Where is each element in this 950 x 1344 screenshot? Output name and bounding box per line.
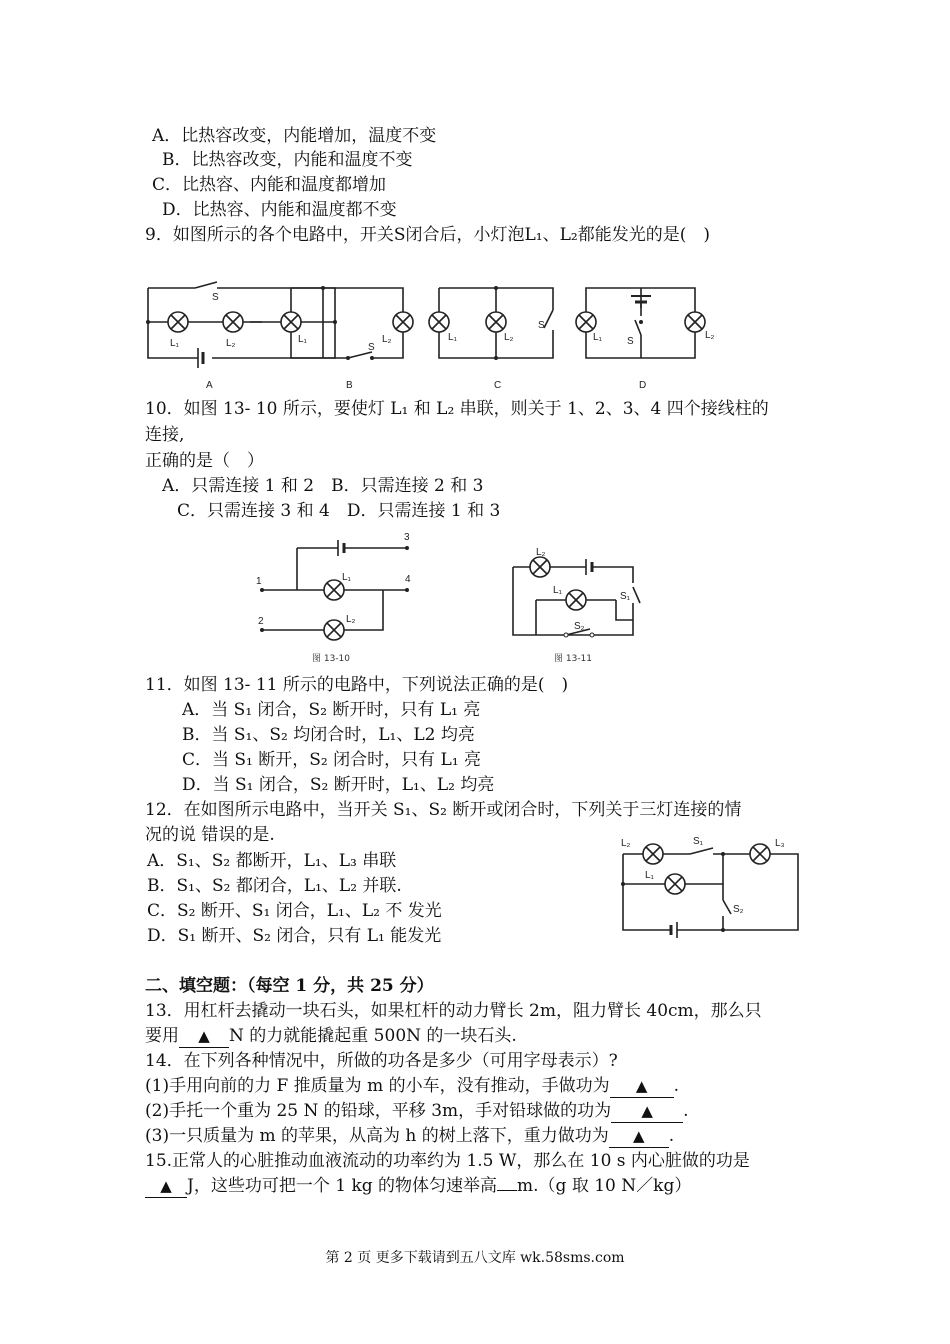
q12-stem-line2: 况的说 错误的是. [145,825,275,845]
q13-line2: 要用 ▲ N 的力就能撬起重 500N 的一块石头. [145,1026,517,1046]
svg-text:图 13-10: 图 13-10 [312,654,351,664]
q11-option-b: B．当 S₁、S₂ 均闭合时，L₁、L2 均亮 [182,725,475,745]
svg-text:D: D [639,380,647,391]
svg-text:S: S [368,342,375,353]
svg-text:L₂: L₂ [621,838,631,849]
svg-text:L₁: L₁ [645,870,654,881]
circuit-a [146,282,337,391]
svg-text:L₂: L₂ [226,338,236,349]
svg-text:2: 2 [258,616,264,627]
section-2-title: 二、填空题：（每空 1 分，共 25 分） [145,976,434,996]
q12-circuit-figure [615,832,805,946]
svg-text:L₂: L₂ [536,547,546,558]
q10-stem-line3: 正确的是（ ） [145,451,264,471]
svg-text:L₃: L₃ [775,838,785,849]
q11-option-c: C．当 S₁ 断开，S₂ 闭合时，只有 L₁ 亮 [182,750,482,770]
svg-text:B: B [346,380,353,391]
q13-line1: 13．用杠杆去撬动一块石头，如果杠杆的动力臂长 2m，阻力臂长 40cm，那么只 [145,1001,762,1021]
svg-text:L₂: L₂ [346,614,356,625]
q12-option-d: D．S₁ 断开、S₂ 闭合，只有 L₁ 能发光 [147,926,442,946]
q9-stem: 9．如图所示的各个电路中，开关S闭合后，小灯泡L₁、L₂都能发光的是( ) [145,225,710,245]
circuit-c [429,286,553,391]
svg-text:S₂: S₂ [733,904,744,915]
svg-text:S₂: S₂ [574,621,585,632]
q12-option-a: A．S₁、S₂ 都断开，L₁、L₃ 串联 [147,851,397,871]
q10-stem-line2: 连接, [145,425,185,445]
figure-13-11 [508,545,658,669]
svg-text:L₁: L₁ [448,332,457,343]
q12-option-c: C．S₂ 断开、S₁ 闭合，L₁、L₂ 不 发光 [147,901,442,921]
page-footer: 第 2 页 更多下载请到五八文库 wk.58sms.com [325,1250,625,1266]
svg-text:S₁: S₁ [620,591,631,602]
svg-text:S: S [538,320,545,331]
q11-stem: 11．如图 13- 11 所示的电路中，下列说法正确的是( ) [145,675,569,695]
q15-line1: 15.正常人的心脏推动血液流动的功率约为 1.5 W，那么在 10 s 内心脏做的功是 [145,1151,750,1171]
svg-text:L₂: L₂ [504,332,514,343]
q15-line2: ▲ J，这些功可把一个 1 kg 的物体匀速举高 m.（g 取 10 N／kg） [145,1175,691,1198]
svg-text:L₁: L₁ [170,338,179,349]
q15-work-blank[interactable]: ▲ [145,1175,187,1198]
svg-text:L₂: L₂ [705,330,715,341]
q10-options-ab: A．只需连接 1 和 2 B．只需连接 2 和 3 [162,476,484,496]
q10-stem-line1: 10．如图 13- 10 所示，要使灯 L₁ 和 L₂ 串联，则关于 1、2、3、4 四个接线柱的 [145,399,769,419]
svg-text:L₁: L₁ [593,332,602,343]
q14-item3-blank[interactable]: ▲ [609,1125,669,1148]
q8-option-b: B．比热容改变，内能和温度不变 [162,150,413,170]
svg-text:S: S [627,336,634,347]
q12-option-b: B．S₁、S₂ 都闭合，L₁、L₂ 并联. [147,876,402,896]
q14-item1: (1)手用向前的力 F 推质量为 m 的小车，没有推动，手做功为 ▲ . [145,1076,680,1096]
circuit-d [576,288,715,391]
svg-text:L₁: L₁ [342,572,351,583]
q14-stem: 14．在下列各种情况中，所做的功各是多少（可用字母表示）? [145,1051,618,1071]
svg-text:L₁: L₁ [553,585,562,596]
svg-text:4: 4 [405,574,411,585]
q8-option-c: C．比热容、内能和温度都增加 [152,175,387,195]
q14-item2-blank[interactable]: ▲ [611,1100,683,1123]
svg-text:S₁: S₁ [693,836,704,847]
svg-text:L₂: L₂ [382,334,392,345]
svg-text:1: 1 [256,576,262,587]
q11-option-a: A．当 S₁ 闭合，S₂ 断开时，只有 L₁ 亮 [182,700,481,720]
q8-option-a: A．比热容改变，内能增加，温度不变 [152,126,437,146]
svg-text:L₁: L₁ [298,334,307,345]
q11-option-d: D．当 S₁ 闭合，S₂ 断开时，L₁、L₂ 均亮 [182,775,495,795]
circuit-b [281,286,413,391]
figure-13-10 [252,532,422,671]
q14-item1-blank[interactable]: ▲ [610,1075,674,1098]
q9-circuits-figure [140,280,740,404]
q14-item2: (2)手托一个重为 25 N 的铅球，平移 3m，手对铅球做的功为 ▲ . [145,1101,689,1121]
q8-option-d: D．比热容、内能和温度都不变 [162,200,397,220]
q13-answer-blank[interactable]: ▲ [179,1025,229,1048]
svg-text:A: A [206,380,213,391]
svg-text:图 13-11: 图 13-11 [554,654,593,664]
q14-item3: (3)一只质量为 m 的苹果，从高为 h 的树上落下，重力做功为 ▲ . [145,1126,675,1146]
q10-options-cd: C．只需连接 3 和 4 D．只需连接 1 和 3 [177,501,501,521]
svg-text:3: 3 [404,532,410,543]
q12-stem-line1: 12．在如图所示电路中，当开关 S₁、S₂ 断开或闭合时，下列关于三灯连接的情 [145,800,742,820]
svg-text:S: S [212,292,219,303]
q15-height-blank[interactable] [497,1190,517,1191]
svg-text:C: C [494,380,502,391]
